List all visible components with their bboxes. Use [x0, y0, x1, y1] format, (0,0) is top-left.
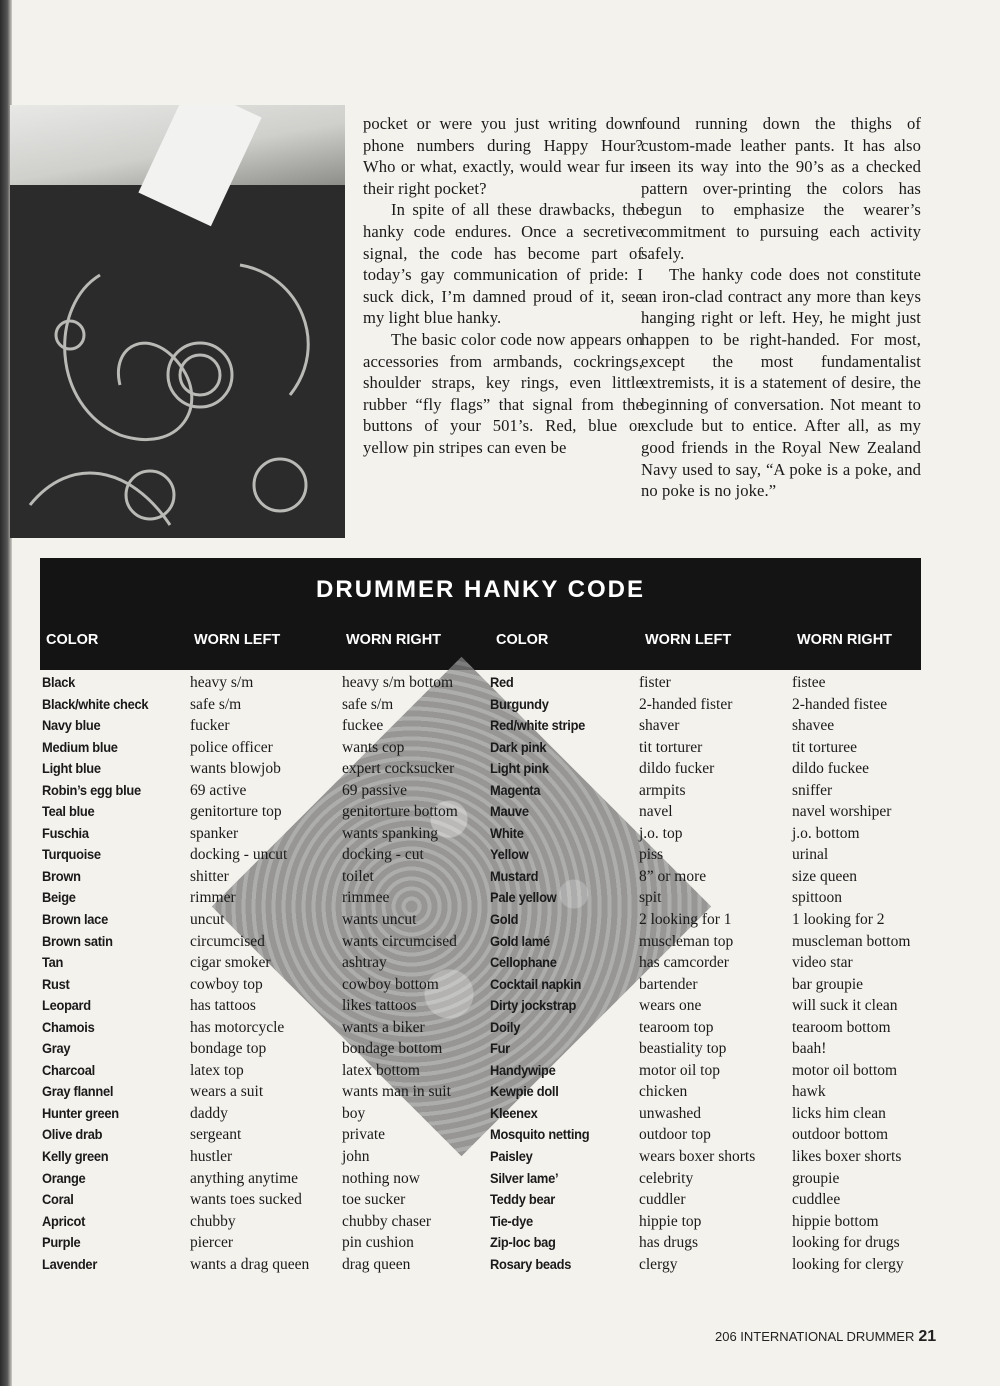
color-cell: Red: [490, 674, 514, 690]
color-cell: Medium blue: [42, 738, 118, 755]
meaning-cell: muscleman bottom: [792, 932, 911, 950]
meaning-cell: bondage bottom: [342, 1040, 443, 1058]
meaning-cell: tit torturer: [639, 738, 703, 756]
color-cell: Mauve: [490, 803, 529, 820]
color-cell: Purple: [42, 1234, 81, 1251]
color-cell: Yellow: [490, 846, 529, 863]
color-cell: Red/white stripe: [490, 717, 586, 734]
color-column-right: [490, 672, 598, 1275]
meaning-cell: wants uncut: [342, 911, 417, 929]
meaning-cell: has motorcycle: [190, 1018, 285, 1036]
column-header-worn-right-1: WORN RIGHT: [346, 632, 442, 648]
meaning-cell: anything anytime: [190, 1169, 299, 1187]
meaning-cell: sergeant: [190, 1126, 242, 1144]
color-cell: Dirty jockstrap: [490, 997, 577, 1014]
meaning-cell: tearoom bottom: [792, 1018, 891, 1036]
meaning-cell: 1 looking for 2: [792, 911, 885, 929]
meaning-cell: docking - cut: [342, 846, 424, 864]
article-paragraph: pocket or were you just writing down phone numbers during Happy Hour? Who or what, exactly, would wear fur in their right pocket?: [363, 114, 643, 198]
page-number: 21: [918, 1328, 937, 1345]
meaning-cell: fister: [639, 674, 671, 691]
color-cell: Gold lamé: [490, 932, 550, 949]
color-cell: Burgundy: [490, 695, 549, 712]
meaning-cell: shavee: [792, 717, 835, 735]
color-cell: Paisley: [490, 1148, 533, 1165]
meaning-cell: spanker: [190, 824, 239, 842]
meaning-cell: urinal: [792, 846, 829, 864]
color-cell: Chamois: [42, 1018, 95, 1035]
meaning-cell: motor oil top: [639, 1061, 720, 1079]
meaning-cell: outdoor bottom: [792, 1126, 889, 1144]
meaning-cell: bar groupie: [792, 975, 864, 993]
meaning-cell: rimmer: [190, 889, 236, 907]
meaning-cell: wears boxer shorts: [639, 1148, 756, 1166]
color-cell: Tie-dye: [490, 1212, 533, 1229]
meaning-cell: fistee: [792, 674, 826, 691]
color-cell: White: [490, 824, 524, 841]
color-column-left: [42, 672, 158, 1275]
meaning-cell: navel worshiper: [792, 803, 892, 821]
color-cell: Doily: [490, 1018, 521, 1035]
color-cell: Mosquito netting: [490, 1126, 590, 1143]
meaning-cell: hawk: [792, 1083, 826, 1101]
worn-left-column-2: [639, 672, 755, 1275]
meaning-cell: toilet: [342, 867, 374, 885]
meaning-cell: baah!: [792, 1040, 827, 1058]
meaning-cell: celebrity: [639, 1169, 694, 1187]
meaning-cell: shaver: [639, 717, 680, 735]
meaning-cell: hustler: [190, 1148, 233, 1166]
color-cell: Teal blue: [42, 803, 95, 820]
column-header-worn-left-1: WORN LEFT: [194, 632, 281, 648]
meaning-cell: wants a biker: [342, 1018, 425, 1036]
meaning-cell: looking for clergy: [792, 1255, 904, 1273]
color-cell: Turquoise: [42, 846, 101, 863]
meaning-cell: chicken: [639, 1083, 688, 1101]
meaning-cell: cuddlee: [792, 1191, 841, 1209]
worn-right-column-2: [792, 672, 910, 1275]
meaning-cell: heavy s/m bottom: [342, 674, 454, 691]
meaning-cell: 8” or more: [639, 867, 707, 885]
meaning-cell: j.o. bottom: [792, 824, 860, 842]
color-cell: Brown lace: [42, 911, 108, 928]
meaning-cell: heavy s/m: [190, 674, 254, 691]
color-cell: Lavender: [42, 1255, 98, 1272]
article-paragraph: The hanky code does not constitute an iron-clad contract any more than keys hanging right or left. Hey, he might just happen to be right-handed. For most, except the most fundamentalist extremists, it is a statement of desire, the beginning of conversation. Not meant to exclude but to entice. After all, as my good friends in the Royal New Zealand Navy used to say, “A poke is a poke, and no poke is no joke.”: [641, 265, 921, 501]
meaning-cell: video star: [792, 954, 853, 972]
color-cell: Gray: [42, 1040, 71, 1057]
meaning-cell: safe s/m: [190, 695, 242, 713]
meaning-cell: expert cocksucker: [342, 760, 455, 778]
meaning-cell: likes tattoos: [342, 997, 417, 1015]
color-cell: Rosary beads: [490, 1255, 572, 1272]
column-header-worn-left-2: WORN LEFT: [645, 632, 732, 648]
meaning-cell: cuddler: [639, 1191, 686, 1209]
meaning-cell: docking - uncut: [190, 846, 288, 864]
column-header-color-left: COLOR: [46, 632, 99, 648]
color-cell: Leopard: [42, 997, 91, 1014]
meaning-cell: toe sucker: [342, 1191, 406, 1209]
meaning-cell: circumcised: [190, 932, 265, 950]
color-cell: Kelly green: [42, 1148, 109, 1165]
meaning-cell: 2-handed fistee: [792, 695, 888, 713]
color-cell: Black/white check: [42, 695, 149, 712]
meaning-cell: hippie bottom: [792, 1212, 879, 1230]
meaning-cell: armpits: [639, 781, 686, 799]
article-column-2: [641, 113, 921, 502]
meaning-cell: bartender: [639, 975, 698, 993]
meaning-cell: looking for drugs: [792, 1234, 900, 1252]
meaning-cell: dildo fuckee: [792, 760, 870, 778]
color-cell: Cocktail napkin: [490, 975, 582, 992]
meaning-cell: spit: [639, 889, 662, 907]
meaning-cell: wants a drag queen: [190, 1255, 310, 1273]
meaning-cell: 2 looking for 1: [639, 911, 732, 929]
meaning-cell: fucker: [190, 717, 230, 735]
table-title: DRUMMER HANKY CODE: [316, 576, 645, 603]
meaning-cell: likes boxer shorts: [792, 1148, 902, 1166]
color-cell: Kleenex: [490, 1104, 538, 1121]
meaning-cell: latex top: [190, 1061, 244, 1079]
meaning-cell: cigar smoker: [190, 954, 271, 972]
meaning-cell: genitorture top: [190, 803, 282, 821]
meaning-cell: wears one: [639, 997, 702, 1015]
color-cell: Hunter green: [42, 1104, 119, 1121]
color-cell: Robin’s egg blue: [42, 781, 141, 798]
meaning-cell: wants cop: [342, 738, 405, 756]
meaning-cell: shitter: [190, 867, 229, 885]
hanky-code-table: [40, 672, 930, 1277]
worn-left-column-1: [190, 672, 309, 1275]
meaning-cell: motor oil bottom: [792, 1061, 898, 1079]
meaning-cell: wears a suit: [190, 1083, 264, 1101]
color-cell: Rust: [42, 975, 70, 992]
meaning-cell: tit torturee: [792, 738, 857, 756]
meaning-cell: bondage top: [190, 1040, 267, 1058]
meaning-cell: john: [342, 1148, 370, 1166]
meaning-cell: j.o. top: [639, 824, 683, 842]
color-cell: Mustard: [490, 867, 539, 884]
color-cell: Olive drab: [42, 1126, 103, 1143]
color-cell: Gray flannel: [42, 1083, 114, 1100]
bandana-photo: [10, 105, 345, 538]
meaning-cell: safe s/m: [342, 695, 394, 713]
article-column-1: [363, 113, 643, 459]
meaning-cell: will suck it clean: [792, 997, 898, 1015]
color-cell: Zip-loc bag: [490, 1234, 556, 1251]
meaning-cell: wants spanking: [342, 824, 439, 842]
article-paragraph: The basic color code now appears on accessories from armbands, cockrings, shoulder straps, key rings, even little rubber “fly flags” that signal from the buttons of your 501’s. Red, blue or yellow pin stripes can even be: [363, 329, 643, 457]
color-cell: Silver lame’: [490, 1169, 559, 1186]
color-cell: Brown satin: [42, 932, 113, 949]
meaning-cell: 69 passive: [342, 781, 408, 799]
meaning-cell: wants blowjob: [190, 760, 281, 778]
meaning-cell: has drugs: [639, 1234, 698, 1252]
meaning-cell: genitorture bottom: [342, 803, 458, 821]
meaning-cell: hippie top: [639, 1212, 702, 1230]
color-cell: Apricot: [42, 1212, 86, 1229]
meaning-cell: daddy: [190, 1104, 228, 1122]
meaning-cell: sniffer: [792, 781, 833, 799]
color-cell: Light pink: [490, 760, 549, 777]
meaning-cell: fuckee: [342, 717, 384, 735]
publication-name: 206 INTERNATIONAL DRUMMER: [715, 1329, 915, 1344]
meaning-cell: wants toes sucked: [190, 1191, 302, 1209]
meaning-cell: spittoon: [792, 889, 842, 907]
meaning-cell: tearoom top: [639, 1018, 714, 1036]
color-cell: Tan: [42, 954, 64, 971]
color-cell: Handywipe: [490, 1061, 556, 1078]
meaning-cell: chubby: [190, 1212, 236, 1230]
meaning-cell: unwashed: [639, 1104, 701, 1122]
meaning-cell: boy: [342, 1104, 366, 1122]
color-cell: Gold: [490, 911, 519, 928]
paisley-pattern: [10, 105, 345, 538]
meaning-cell: has camcorder: [639, 954, 729, 972]
meaning-cell: latex bottom: [342, 1061, 420, 1079]
color-cell: Brown: [42, 867, 81, 884]
color-cell: Coral: [42, 1191, 74, 1208]
color-cell: Teddy bear: [490, 1191, 556, 1208]
color-cell: Navy blue: [42, 717, 101, 734]
meaning-cell: has tattoos: [190, 997, 256, 1015]
meaning-cell: dildo fucker: [639, 760, 715, 778]
page-footer: [715, 1328, 936, 1346]
worn-right-column-1: [342, 672, 458, 1275]
color-cell: Magenta: [490, 781, 541, 798]
color-cell: Light blue: [42, 760, 101, 777]
meaning-cell: navel: [639, 803, 673, 821]
column-header-worn-right-2: WORN RIGHT: [797, 632, 893, 648]
meaning-cell: cowboy top: [190, 975, 263, 993]
color-cell: Fur: [490, 1040, 510, 1057]
meaning-cell: piercer: [190, 1234, 234, 1252]
meaning-cell: 69 active: [190, 781, 247, 799]
meaning-cell: police officer: [190, 738, 273, 756]
meaning-cell: licks him clean: [792, 1104, 886, 1122]
color-cell: Charcoal: [42, 1061, 95, 1078]
color-cell: Cellophane: [490, 954, 557, 971]
article-paragraph: found running down the thighs of custom-made leather pants. It has also seen its way into the 90’s as a checked pattern over-printing the colors has begun to emphasize the wearer’s commitment to pursuing each activity safely.: [641, 114, 921, 263]
color-cell: Fuschia: [42, 824, 89, 841]
meaning-cell: wants man in suit: [342, 1083, 451, 1101]
color-cell: Kewpie doll: [490, 1083, 559, 1100]
meaning-cell: muscleman top: [639, 932, 734, 950]
color-cell: Dark pink: [490, 738, 547, 755]
meaning-cell: outdoor top: [639, 1126, 711, 1144]
meaning-cell: nothing now: [342, 1169, 420, 1187]
meaning-cell: clergy: [639, 1255, 678, 1273]
color-cell: Pale yellow: [490, 889, 557, 906]
meaning-cell: 2-handed fister: [639, 695, 733, 713]
meaning-cell: uncut: [190, 911, 225, 929]
color-cell: Black: [42, 674, 75, 690]
color-cell: Orange: [42, 1169, 86, 1186]
meaning-cell: private: [342, 1126, 386, 1144]
meaning-cell: cowboy bottom: [342, 975, 439, 993]
meaning-cell: chubby chaser: [342, 1212, 432, 1230]
column-header-color-right: COLOR: [496, 632, 549, 648]
color-cell: Beige: [42, 889, 76, 906]
meaning-cell: beastiality top: [639, 1040, 727, 1058]
meaning-cell: drag queen: [342, 1255, 411, 1273]
meaning-cell: ashtray: [342, 954, 387, 972]
meaning-cell: groupie: [792, 1169, 840, 1187]
meaning-cell: rimmee: [342, 889, 390, 907]
meaning-cell: size queen: [792, 867, 857, 885]
meaning-cell: piss: [639, 846, 664, 864]
meaning-cell: pin cushion: [342, 1234, 414, 1252]
meaning-cell: wants circumcised: [342, 932, 457, 950]
hanky-code-table-header: [40, 558, 921, 670]
article-paragraph: In spite of all these drawbacks, the hanky code endures. Once a secretive signal, the code has become part of today’s gay communication of pride: I suck dick, I’m damned proud of it, see my light blue hanky.: [363, 200, 643, 328]
